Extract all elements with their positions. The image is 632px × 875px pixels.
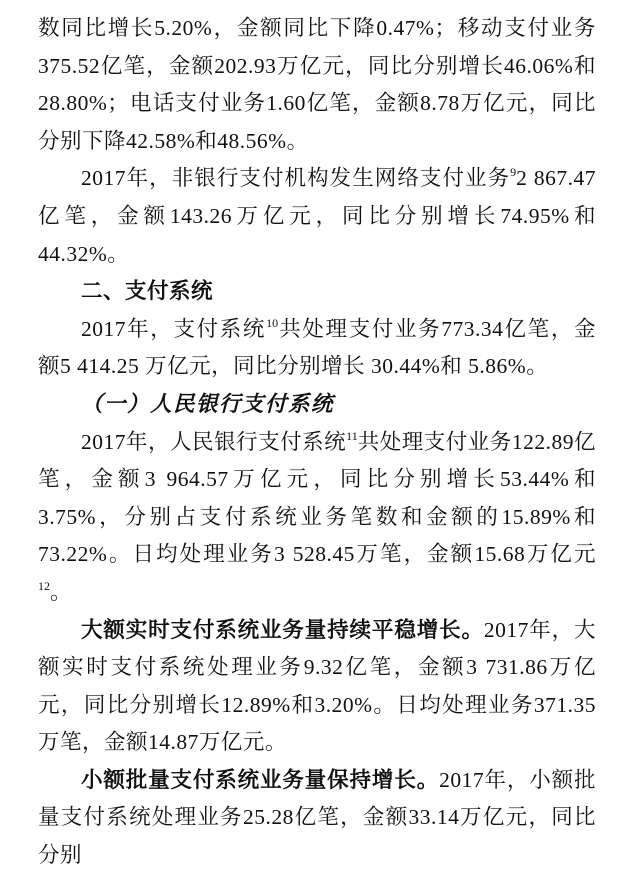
paragraph-hvps-growth <box>38 612 596 762</box>
text-run: 2017年，支付系统 <box>81 316 267 341</box>
paragraph-internet-mobile-phone-payment <box>38 10 596 160</box>
text-run: 2017年，非银行支付机构发生网络支付业务 <box>81 166 511 191</box>
paragraph-nonbank-online-payment <box>38 160 596 273</box>
text-run: 数同比增长5.20%，金额同比下降0.47%；移动支付业务375.52亿笔，金额202.93万亿元，同比分别增长46.06%和28.80%；电话支付业务1.60亿笔，金额8.78万亿元，同比分别下降42.58%和48.56%。 <box>38 16 596 153</box>
section-heading-payment-systems: 二、支付系统 <box>81 279 214 304</box>
text-run: 2017年，大额实时支付系统处理业务9.32亿笔，金额3 731.86万亿元，同比分别增长12.89%和3.20%。日均处理业务371.35万笔，金额14.87万亿元。 <box>38 617 596 755</box>
text-run: 2017年，人民银行支付系统 <box>81 429 347 454</box>
paragraph-payment-systems-total <box>38 311 596 386</box>
footnote-ref-12: 12 <box>38 578 50 593</box>
text-run: 共处理支付业务122.89亿笔，金额3 964.57万亿元，同比分别增长53.44%和3.75%，分别占支付系统业务笔数和金额的15.89%和73.22%。日均处理业务3 528.45万笔，金额15.68万亿元 <box>38 429 596 567</box>
subsection-heading-pboc-payment-systems: （一）人民银行支付系统 <box>81 391 335 416</box>
bold-lead-sentence: 大额实时支付系统业务量持续平稳增长。 <box>81 617 484 642</box>
paragraph-pboc-systems-detail <box>38 424 596 612</box>
bold-lead-sentence: 小额批量支付系统业务量保持增长。 <box>81 767 440 792</box>
paragraph-beps-growth <box>38 762 596 875</box>
text-run: 2 867.47亿笔，金额143.26万亿元，同比分别增长74.95%和44.32%。 <box>38 166 596 266</box>
text-run: 。 <box>50 579 73 604</box>
footnote-ref-9: 9 <box>510 165 517 180</box>
text-run: 2017年，小额批量支付系统处理业务25.28亿笔，金额33.14万亿元，同比分别 <box>38 767 596 868</box>
text-run: 共处理支付业务773.34亿笔，金额5 414.25 万亿元，同比分别增长 30.44%和 5.86%。 <box>38 316 596 379</box>
footnote-ref-10: 10 <box>266 315 279 330</box>
footnote-ref-11: 11 <box>346 428 358 443</box>
